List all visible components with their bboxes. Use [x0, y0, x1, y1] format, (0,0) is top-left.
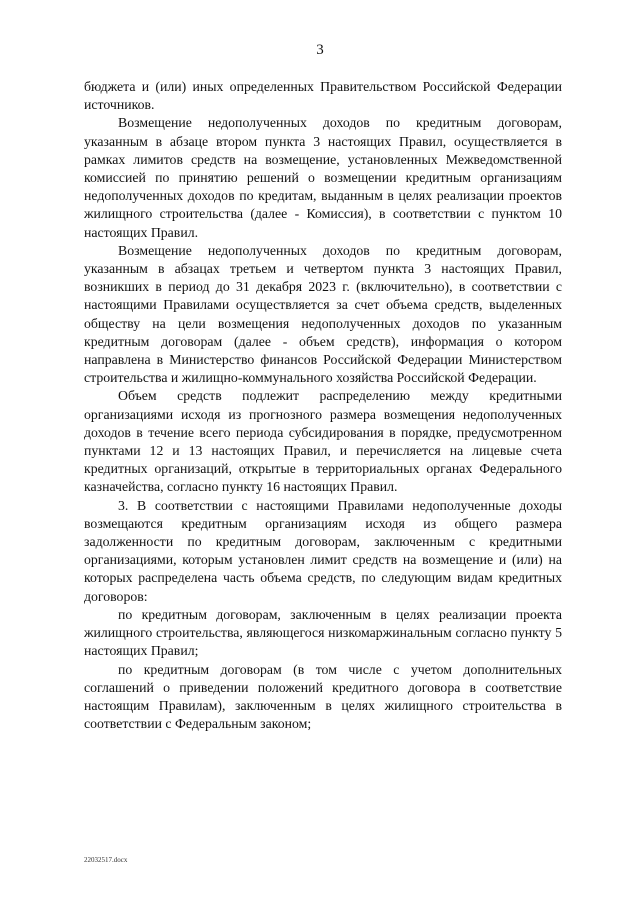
document-body [84, 78, 562, 733]
paragraph-funds-distribution: Объем средств подлежит распределению между кредитными организациями исходя из прогнозного размера возмещения недополученных доходов в течение всего периода субсидирования в порядке, предусмотренном пунктами 12 и 13 настоящих Правил, и перечисляется на лицевые счета кредитных организаций, открытые в территориальных органах Федерального казначейства, согласно пункту 16 настоящих Правил. [84, 388, 562, 495]
paragraph-low-margin-projects: по кредитным договорам, заключенным в целях реализации проекта жилищного строительства, являющегося низкомаржинальным согласно пункту 5 настоящих Правил; [84, 606, 562, 659]
page-number: 3 [316, 42, 324, 58]
paragraph-commission-limits: Возмещение недополученных доходов по кредитным договорам, указанным в абзаце втором пункта 3 настоящих Правил, осуществляется в рамках лимитов средств на возмещение, установленных Межведомственной комиссией по принятию решений о возмещении кредитным организациям недополученных доходов по кредитам, выданным в целях реализации проектов жилищного строительства (далее - Комиссия), в соответствии с пунктом 10 настоящих Правил. [84, 115, 562, 240]
paragraph-budget-sources: бюджета и (или) иных определенных Правительством Российской Федерации источников. [84, 79, 562, 113]
paragraph-item-3: 3. В соответствии с настоящими Правилами недополученные доходы возмещаются кредитным организациям исходя из общего размера задолженности по кредитным договорам, заключенным с кредитными организациями, которым установлен лимит средств на возмещение и (или) на которых распределена часть объема средств, по следующим видам кредитных договоров: [84, 497, 562, 604]
paragraph-funds-volume: Возмещение недополученных доходов по кредитным договорам, указанным в абзацах третьем и четвертом пункта 3 настоящих Правил, возникших в период до 31 декабря 2023 г. (включительно), в соответствии с настоящими Правилами осуществляется за счет объема средств, выделенных обществу на цели возмещения недополученных доходов по указанным кредитным договорам (далее - объем средств), информация о котором направлена в Министерство финансов Российской Федерации Министерством строительства и жилищно-коммунального хозяйства Российской Федерации. [84, 242, 562, 386]
document-file-code: 22032517.docx [84, 856, 128, 864]
paragraph-federal-law-contracts: по кредитным договорам (в том числе с учетом дополнительных соглашений о приведении положений кредитного договора в соответствие настоящим Правилам), заключенным в целях жилищного строительства в соответствии с Федеральным законом; [84, 661, 562, 732]
